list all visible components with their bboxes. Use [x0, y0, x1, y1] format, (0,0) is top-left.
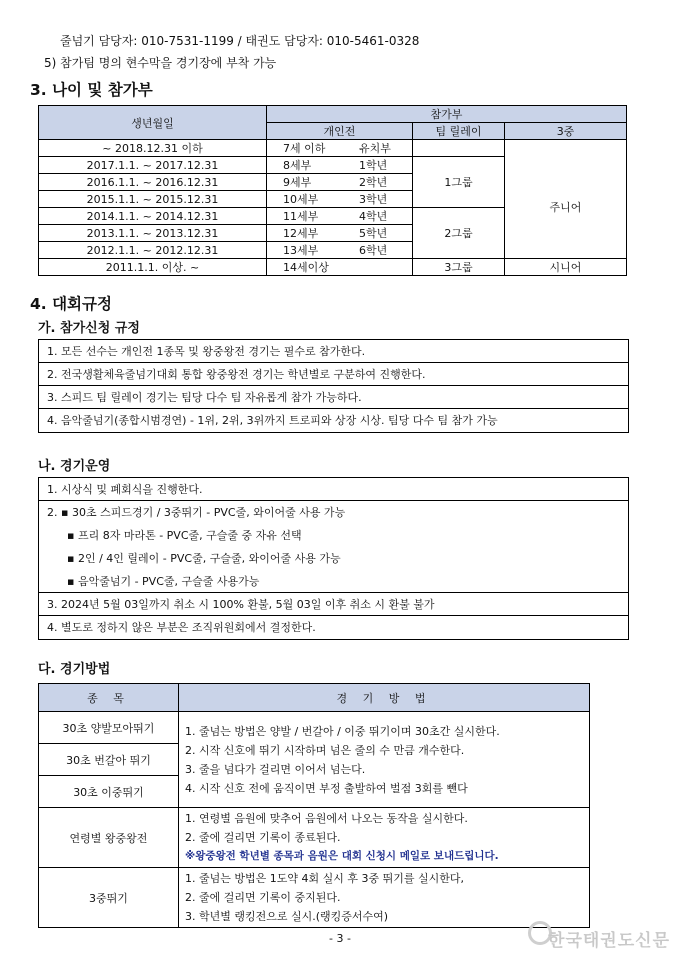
- item-5: 5) 참가팀 명의 현수막을 경기장에 부착 가능: [44, 56, 277, 70]
- method-line: 2. 줄에 걸리면 기록이 종료된다.: [185, 831, 341, 844]
- age-label: 7세 이하: [283, 142, 326, 155]
- senior-cell: 시니어: [505, 259, 627, 276]
- grade-label: 4학년: [359, 210, 388, 223]
- table-row: [39, 868, 590, 928]
- section-4-title: 4. 대회규정: [30, 295, 112, 313]
- head-relay: 팀 릴레이: [413, 123, 505, 140]
- method-line: 1. 줄넘는 방법은 1도약 4회 실시 후 3중 뛰기를 실시한다,: [185, 872, 464, 885]
- table-row: [39, 712, 590, 744]
- individual-cell: [267, 140, 413, 157]
- grade-label: 3학년: [359, 193, 388, 206]
- individual-cell: [267, 191, 413, 208]
- birth-cell: 2012.1.1. ~ 2012.12.31: [39, 242, 267, 259]
- method-cell: [179, 808, 590, 868]
- birth-cell: ~ 2018.12.31 이하: [39, 140, 267, 157]
- method-line: 2. 시작 신호에 뛰기 시작하며 넘은 줄의 수 만큼 개수한다.: [185, 743, 465, 757]
- rule-row: 4. 음악줄넘기(종합시범경연) - 1위, 2위, 3위까지 트로피와 상장 시상. 팀당 다수 팀 참가 가능: [47, 414, 498, 427]
- head-birth: 생년월일: [39, 106, 267, 140]
- head-individual: 개인전: [267, 123, 413, 140]
- subsection-a-title: 가. 참가신청 규정: [38, 321, 140, 336]
- registration-rules-box: [38, 339, 629, 433]
- rule-row: 3. 스피드 팀 릴레이 경기는 팀당 다수 팀 자유롭게 참가 가능하다.: [39, 386, 628, 409]
- grade-label: 5학년: [359, 227, 388, 240]
- rule-row: 1. 모든 선수는 개인전 1종목 및 왕중왕전 경기는 필수로 참가한다.: [39, 340, 628, 363]
- method-line: 4. 시작 신호 전에 움직이면 부정 출발하여 벌점 3회를 뺀다: [185, 781, 468, 795]
- operation-row: 1. 시상식 및 폐회식을 진행한다.: [39, 478, 628, 501]
- relay-group-1: 1그룹: [413, 157, 505, 208]
- age-label: 14세이상: [283, 261, 329, 274]
- head-method: 경 기 방 법: [179, 684, 590, 712]
- operation-row: 4. 별도로 정하지 않은 부분은 조직위원회에서 결정한다.: [47, 621, 316, 634]
- equipment-item: ▪ 2인 / 4인 릴레이 - PVC줄, 구슬줄, 와이어줄 사용 가능: [67, 552, 341, 565]
- age-label: 12세부: [283, 227, 319, 240]
- individual-cell: [267, 157, 413, 174]
- individual-cell: [267, 242, 413, 259]
- event-cell: 30초 양발모아뛰기: [39, 712, 179, 744]
- method-note: ※왕중왕전 학년별 종목과 음원은 대회 신청시 메일로 보내드립니다.: [185, 850, 499, 862]
- birth-cell: 2014.1.1. ~ 2014.12.31: [39, 208, 267, 225]
- method-cell: [179, 712, 590, 808]
- table-row: [39, 140, 627, 157]
- rule-row: 2. 전국생활체육줄넘기대회 통합 왕중왕전 경기는 학년별로 구분하여 진행한다.: [39, 363, 628, 386]
- contacts-line: 줄넘기 담당자: 010-7531-1199 / 태권도 담당자: 010-5461-0328: [60, 34, 420, 48]
- individual-cell: [267, 225, 413, 242]
- age-division-table: [38, 105, 627, 276]
- head-group: 참가부: [267, 106, 627, 123]
- age-label: 11세부: [283, 210, 319, 223]
- birth-cell: 2016.1.1. ~ 2016.12.31: [39, 174, 267, 191]
- subsection-c-title: 다. 경기방법: [38, 662, 111, 677]
- head-triple: 3중: [505, 123, 627, 140]
- head-event: 종 목: [39, 684, 179, 712]
- method-line: 1. 줄넘는 방법은 양발 / 번갈아 / 이중 뛰기이며 30초간 실시한다.: [185, 724, 500, 738]
- junior-cell: 주니어: [505, 157, 627, 259]
- table-row: [39, 157, 627, 174]
- individual-cell: [267, 208, 413, 225]
- age-label: 8세부: [283, 159, 312, 172]
- page-number: - 3 -: [329, 932, 351, 945]
- method-line: 3. 줄을 넘다가 걸리면 이어서 넘는다.: [185, 762, 366, 776]
- subsection-b-title: 나. 경기운영: [38, 459, 111, 474]
- method-line: 2. 줄에 걸리면 기록이 중지된다.: [185, 891, 341, 904]
- individual-cell: [267, 174, 413, 191]
- birth-cell: 2017.1.1. ~ 2017.12.31: [39, 157, 267, 174]
- event-cell: 30초 이중뛰기: [39, 776, 179, 808]
- event-cell: 3중뛰기: [39, 868, 179, 928]
- individual-cell: [267, 259, 413, 276]
- method-line: 3. 학년별 랭킹전으로 실시.(랭킹증서수여): [185, 910, 389, 923]
- watermark-text: 한국태권도신문: [548, 931, 670, 951]
- method-cell: [179, 868, 590, 928]
- grade-label: 유치부: [359, 142, 391, 155]
- relay-group-2: 2그룹: [413, 208, 505, 259]
- grade-label: 2학년: [359, 176, 388, 189]
- grade-label: 6학년: [359, 244, 388, 257]
- age-label: 13세부: [283, 244, 319, 257]
- event-method-table: [38, 683, 590, 928]
- equipment-item: ▪ 음악줄넘기 - PVC줄, 구슬줄 사용가능: [39, 570, 628, 593]
- equipment-item: 2. ▪ 30초 스피드경기 / 3중뛰기 - PVC줄, 와이어줄 사용 가능: [47, 506, 346, 519]
- age-label: 9세부: [283, 176, 312, 189]
- relay-group-3: 3그룹: [413, 259, 505, 276]
- section-3-title: 3. 나이 및 참가부: [30, 81, 153, 99]
- grade-label: 1학년: [359, 159, 388, 172]
- table-row: [39, 808, 590, 868]
- operation-rules-box: [38, 477, 629, 640]
- event-cell: 30초 번갈아 뛰기: [39, 744, 179, 776]
- event-cell: 연령별 왕중왕전: [39, 808, 179, 868]
- operation-row: 3. 2024년 5월 03일까지 취소 시 100% 환불, 5월 03일 이후 취소 시 환불 불가: [39, 593, 628, 616]
- relay-cell-empty: [413, 140, 505, 157]
- triple-cell-empty: [505, 140, 627, 157]
- age-label: 10세부: [283, 193, 319, 206]
- birth-cell: 2013.1.1. ~ 2013.12.31: [39, 225, 267, 242]
- birth-cell: 2011.1.1. 이상. ~: [39, 259, 267, 276]
- birth-cell: 2015.1.1. ~ 2015.12.31: [39, 191, 267, 208]
- table-row: [39, 259, 627, 276]
- equipment-item: ▪ 프리 8자 마라톤 - PVC줄, 구슬줄 중 자유 선택: [67, 529, 302, 542]
- method-line: 1. 연령별 음원에 맞추어 음원에서 나오는 동작을 실시한다.: [185, 812, 468, 825]
